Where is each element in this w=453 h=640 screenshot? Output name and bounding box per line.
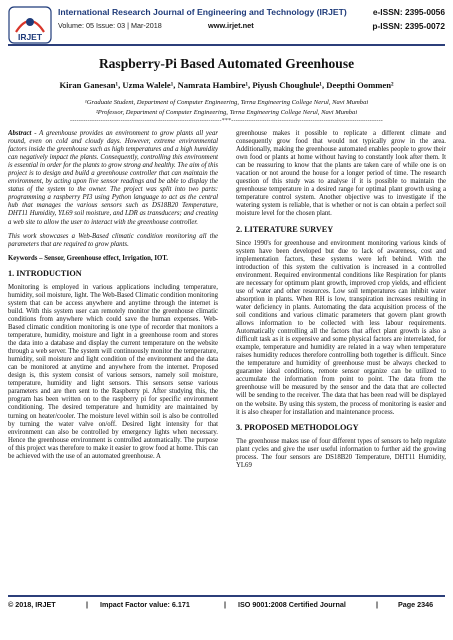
left-column xyxy=(8,130,218,585)
affiliation-1: ¹Graduate Student, Department of Computer Engineering, Terna Engineering College Nerul, Navi Mumbai xyxy=(84,99,369,106)
volume-issue: Volume: 05 Issue: 03 | Mar-2018 xyxy=(58,21,162,30)
e-issn: e-ISSN: 2395-0056 xyxy=(372,7,445,17)
literature-survey-heading: 2. LITERATURE SURVEY xyxy=(236,224,334,234)
footer-separator-3: | xyxy=(376,600,379,609)
abstract-paragraph xyxy=(8,130,218,227)
abstract-text: - A greenhouse provides an environment to grow plants all year round, even on cold and cloudy days. However, extreme environmental factors inside the greenhouse such as high temperatures and a high humidity can negatively impact the plants. Consequently, controlling this environment is essential in order for the plants to grow strong and healthy. The aim of this project is to design and build a greenhouse controller that can maintain the environment, by acting upon live sensor readings and be able to display the status of the system to the owner. The project was split into two parts: programming a raspberry PI3 using Python language to act as the central hub that manages the various sensors such as DS18B20 Temperature, DHT11 Humidity, YL69 soil moisture, and LDR as transducers; and creating a web site to allow the user to interact with the greenhouse controller. xyxy=(8,130,218,226)
keywords-text: Sensor, Greenhouse effect, Irrigation, IOT. xyxy=(42,254,168,262)
affiliation-2: ²Professor, Department of Computer Engineering, Terna Engineering College Nerul, Navi Mumbai xyxy=(95,109,358,116)
footer-iso: ISO 9001:2008 Certified Journal xyxy=(238,600,346,609)
irjet-logo xyxy=(8,6,52,44)
intro-heading: 1. INTRODUCTION xyxy=(8,268,82,278)
journal-header xyxy=(8,6,445,46)
abstract-paragraph-2: This work showcases a Web-Based climatic condition monitoring all the parameters that are required to grow plants. xyxy=(8,232,218,248)
footer-impact-factor: Impact Factor value: 6.171 xyxy=(100,600,190,609)
intro-continued-text: greenhouse makes it possible to replicate a different climate and consequently grow food that would not typically grow in the area. Additionally, making the greenhouse automated enables people to grow their own food or plants at home without having to constantly look after them. It can be reassuring to know that the plants are taken care of while one is on vacation or not around the house for a longer period of time. The research question of this study was to analyse if it is possible to maintain the greenhouse temperature in a desired range for optimal plant growth using a temperature control system. Another objective was to investigate if the watering system is reliable, that is whether or not is can obtain a perfect soil moisture level for the chosen plant. xyxy=(236,130,446,218)
intro-text: Monitoring is employed in various applications including temperature, humidity, soil moisture, light. The Web-Based Climatic condition monitoring system that can be access anywhere and anytime through the internet is build. With this system user can remotely monitor the greenhouse climatic conditions from anywhere which could save the human expenses. Web-Based climatic condition monitoring is one type of recorder that monitors a temperature, humidity, moisture and light in a greenhouse room and stores the data into a database and display the current temperature on the website through a web server. The system will continuously monitor the temperature, humidity, soil moisture and light condition of the environment and the data can be monitored at anytime and anywhere from the internet. Proposed design is, this system consist of various sensors, namely soil moisture, temperature, humidity and light sensors. This sensors sense various parameters and are then sent to the Raspberry pi. After studying this, the program has been written on to the raspberry pi for specific environment conditioning. The desired temperature and humidity are maintained by turning on heater/cooler. The moisture level within soil is also be controlled by turning the water valve on/off. Desired light intensity for that environment can also be controlled by emergency lights when necessary. Hence the greenhouse environment is controlled automatically. The purpose of this project was therefore to make it easier to grow food at home. This can be achieved with the use of an automated greenhouse. A xyxy=(8,283,218,460)
keywords xyxy=(8,255,218,263)
methodology-text: The greenhouse makes use of four different types of sensors to help regulate plant cycles and give the user useful information to further aid the growing process. The four sensors are DS18B20 Temperature, DHT11 Humidity, YL69 xyxy=(236,437,446,469)
footer-separator-1: | xyxy=(86,600,89,609)
literature-survey-text: Since 1990's for greenhouse and environment monitoring various kinds of system have been developed but due to lack of awareness, cost and implementation factors, these systems were left behind. With the introduction of this system the cultivation is increased in a controlled environment. Required environmental conditions like Respiration for plants are necessary for optimum plant growth, improved crop yields, and efficient use of water and other resources. Low soil temperatures can inhibit water absorption in plants. When RH is low, transpiration increases resulting in water deficiency in plants. Automating the data acquisition process of the soil conditions and various climatic parameters that govern plant growth allows information to be collected with less labour requirements. Automatically controlling all the factors that affect plant growth is also a difficult task as it is expensive and some physical factors are interrelated, for example, temperature and humidity are related in a way when temperature raises humidity reduces therefore controlling both together is difficult. Since the temperature and humidity of greenhouse must be always checked to guarantee ideal conditions, remote sensor organize can be utilized to accumulate the information from point to point. The data from the greenhouse will be measured by the sensor and the data that are collected will be sending to the receiver. The data that has been read will be displayed on the website. By using this system, the process of monitoring is easier and it is also cheaper for installation and maintenance process. xyxy=(236,239,446,416)
section-separator: ---------------------------------------------------------------------***--------------------------------------------------------------------- xyxy=(70,118,383,124)
keywords-label: Keywords – xyxy=(8,254,43,262)
header-divider xyxy=(8,44,445,46)
methodology-heading: 3. PROPOSED METHODOLOGY xyxy=(236,422,359,432)
right-column xyxy=(236,130,446,585)
footer-page-number: Page 2346 xyxy=(398,600,434,609)
abstract-label: Abstract xyxy=(8,130,32,137)
journal-website: www.irjet.net xyxy=(208,21,254,30)
logo-text: IRJET xyxy=(17,32,43,42)
footer-separator-2: | xyxy=(224,600,227,609)
journal-name: International Research Journal of Engineering and Technology (IRJET) xyxy=(58,7,347,17)
paper-title: Raspberry-Pi Based Automated Greenhouse xyxy=(98,56,355,71)
footer-copyright: © 2018, IRJET xyxy=(8,600,56,609)
p-issn: p-ISSN: 2395-0072 xyxy=(372,21,445,31)
paper-authors: Kiran Ganesan¹, Uzma Walele¹, Namrata Hambire¹, Piyush Choughule¹, Deepthi Oommen² xyxy=(59,80,394,90)
footer-divider xyxy=(8,595,445,597)
